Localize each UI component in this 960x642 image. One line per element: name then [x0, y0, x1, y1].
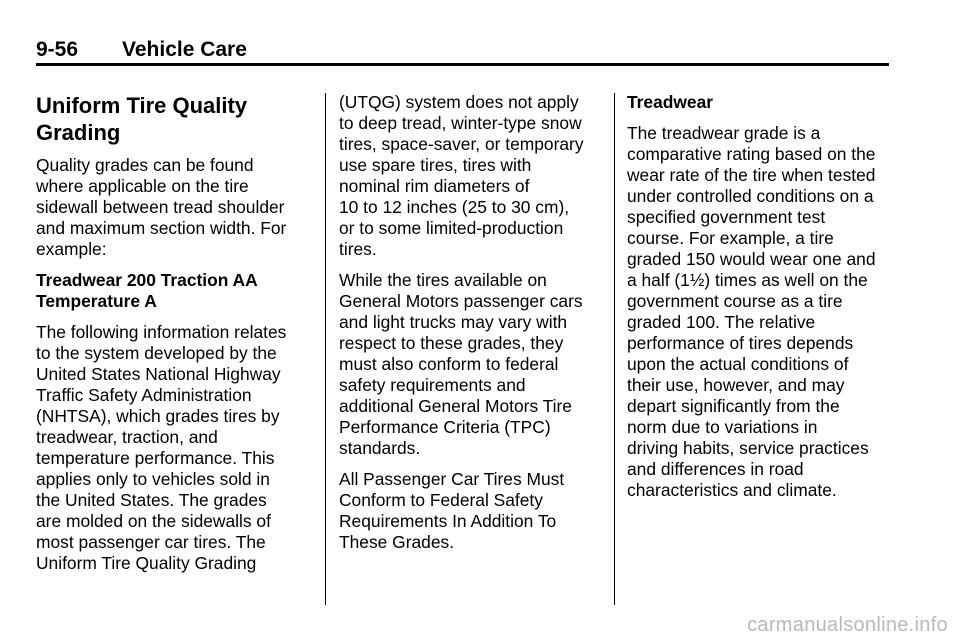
article-heading: Uniform Tire Quality Grading [36, 93, 248, 145]
treadwear-subheading: Treadwear [627, 92, 714, 112]
column-2 [339, 92, 601, 563]
column-3 [627, 92, 893, 511]
header-rule [36, 63, 889, 66]
column-1 [36, 92, 316, 584]
treadwear-paragraph: The treadwear grade is a comparative rating based on the wear rate of the tire when tested under controlled conditions on a specified government test course. For example, a tire graded 150 would wear one and a half (1½) times as well on the government course as a tire graded 100. The relative performance of tires depends upon the actual conditions of their use, however, and may depart significantly from the norm due to variations in driving habits, service practices and differences in road characteristics and climate. [627, 123, 876, 500]
continuation-paragraph: (UTQG) system does not apply to deep tread, winter-type snow tires, space-saver, or temporary use spare tires, tires with nominal rim diameters of 10 to 12 inches (25 to 30 cm), or to some limited-production tires. [339, 92, 584, 259]
example-grade: Treadwear 200 Traction AA Temperature A [36, 270, 258, 311]
section-title: Vehicle Care [122, 38, 247, 61]
tpc-paragraph: While the tires available on General Motors passenger cars and light trucks may vary with respect to these grades, they must also conform to federal safety requirements and additional General Motors Tire Performance Criteria (TPC) standards. [339, 270, 583, 458]
watermark: carmanualsonline.info [747, 614, 948, 636]
page-header [36, 36, 891, 66]
column-divider-2 [614, 93, 615, 605]
federal-safety-paragraph: All Passenger Car Tires Must Conform to Federal Safety Requirements In Addition To These Grades. [339, 469, 565, 552]
info-paragraph: The following information relates to the system developed by the United States National Highway Traffic Safety Administration (NHTSA), which grades tires by treadwear, traction, and temperature performance. This applies only to vehicles sold in the United States. The grades are molded on the sidewalls of most passenger car tires. The Uniform Tire Quality Grading [36, 322, 287, 573]
page-number: 9-56 [36, 38, 79, 61]
intro-paragraph: Quality grades can be found where applicable on the tire sidewall between tread shoulder and maximum section width. For example: [36, 155, 287, 259]
column-divider-1 [325, 93, 326, 605]
